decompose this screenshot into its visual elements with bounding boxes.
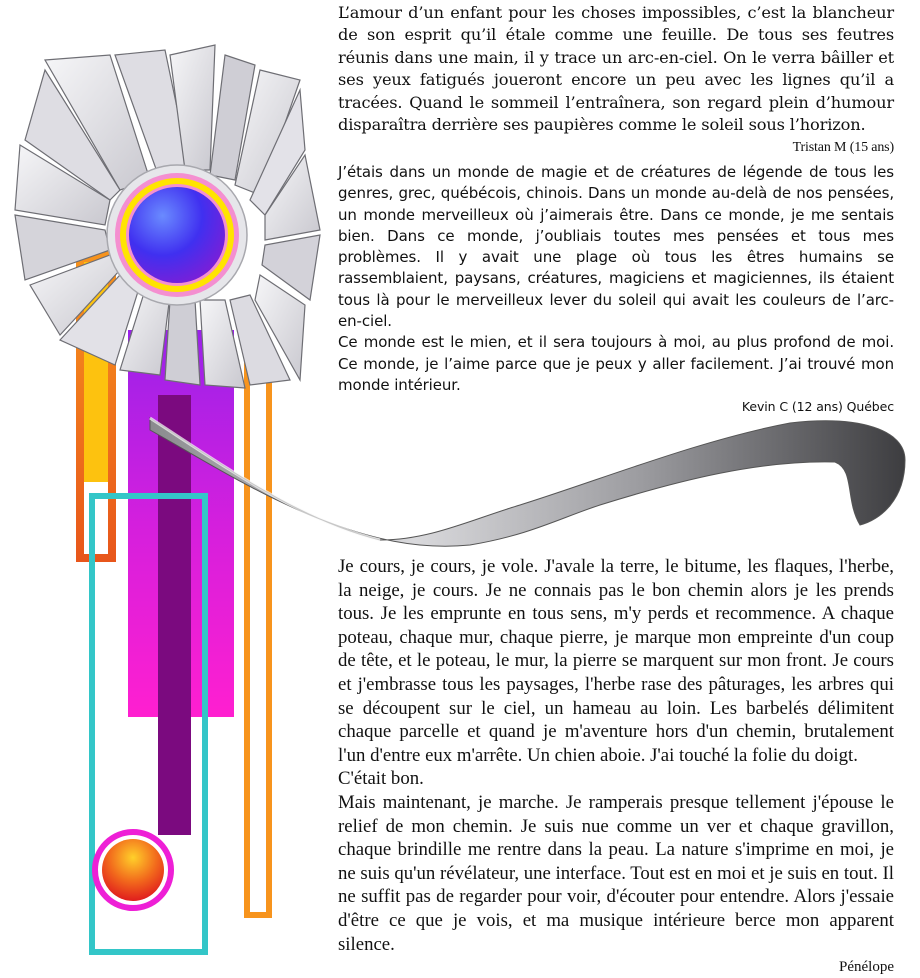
poem-paragraph: L’amour d’un enfant pour les choses impossibles, c’est la blancheur de son esprit qu’il étale comme une feuille. De tous ses feutres réunis dans une main, il y trace un arc-en-ciel. On le verra bâiller et ses yeux fatigués joueront encore un peu avec les lignes qu’il a tracées. Quand le sommeil l’entraînera, son regard plein d’humour disparaîtra derrière ses paupières comme le soleil sous l’horizon. [338,3,894,135]
orange-thin-bar [247,350,269,915]
red-sphere [95,832,171,908]
author-signature: Tristan M (15 ans) [792,140,894,156]
author-signature: Pénélope [839,959,894,976]
poem-tristan [338,2,894,157]
ribbon-shape [150,418,905,546]
poem-paragraph: J’étais dans un monde de magie et de créatures de légende de tous les genres, grec, québécois, chinois. Dans un monde au-delà de nos pensées, un monde merveilleux où j’aimerais être. Dans ce monde, je me sentais bien. Dans ce monde, j’oubliais toutes mes pensées et tous mes problèmes. Il y avait une plage où tous les êtres humains se rassemblaient, paysans, créatures, magiciens et magiciennes, ils étaient tous là pour le merveilleux lever du soleil qui avait les couleurs de l’arc-en-ciel. [338,163,894,331]
purple-bar [158,395,191,835]
sun-center [107,165,247,305]
poem-paragraph: Ce monde est le mien, et il sera toujours à moi, au plus profond de moi. Ce monde, je l’aime parce que je peux y aller facilement. J’ai trouvé mon monde intérieur. [338,333,894,394]
poem-paragraph: Mais maintenant, je marche. Je ramperais presque tellement j'épouse le relief de mon chemin. Je suis nue comme un ver et chaque gravillon, chaque brindille me rentre dans la peau. La nature s'imprime en moi, je ne suis qu'un révélateur, une interface. Tout est en moi et je suis en tout. Il ne suffit pas de regarder pour voir, d'écouter pour entendre. Alors j'essaie d'être ce que je vois, et ma musique intérieure berce mon apparent silence. [338,791,894,955]
poem-kevin [338,162,894,416]
author-signature: Kevin C (12 ans) Québec [741,399,894,415]
poem-penelope [338,555,894,976]
poem-paragraph: C'était bon. [338,768,424,790]
poem-paragraph: Je cours, je cours, je vole. J'avale la terre, le bitume, les flaques, l'herbe, la neige, je cours. Je ne connais pas le bon chemin alors je les prends tous. Je les emprunte en tous sens, m'y perds et recommence. A chaque poteau, chaque mur, chaque pierre, je marque mon empreinte d'un coup de tête, et le poteau, le mur, la pierre se marquent sur mon front. Je cours et j'embrasse tous les paysages, l'herbe rase des pâturages, les arbres qui se découpent sur le ciel, un hameau au loin. Les barbelés délimitent chaque parcelle et quand je m'aventure hors d'un chemin, brutalement l'un d'entre eux m'arrête. Un chien aboie. J'ai touché la folie du doigt. [338,556,894,766]
